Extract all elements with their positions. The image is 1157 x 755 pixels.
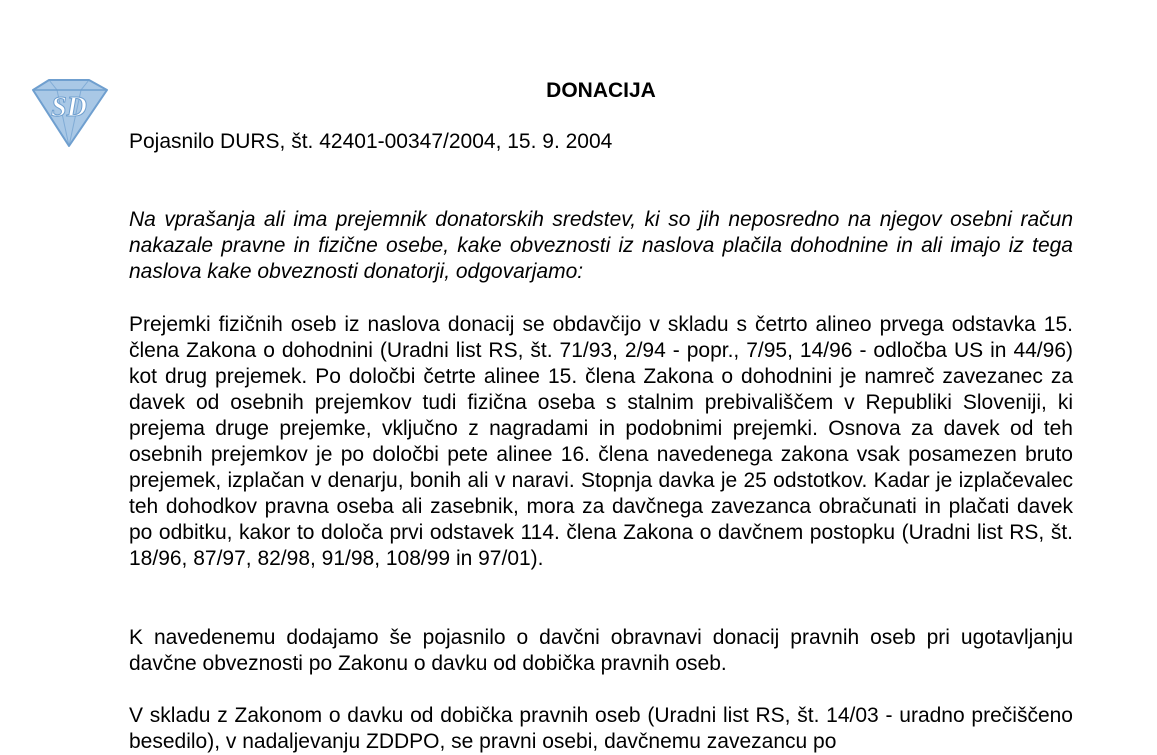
question-paragraph: Na vprašanja ali ima prejemnik donatorskih sredstev, ki so jih neposredno na njegov osebni račun nakazale pravne in fizične osebe, kake obveznosti iz naslova plačila dohodnine in ali imajo iz tega naslova kake obveznosti donatorji, odgovarjamo: — [129, 208, 1073, 283]
addition-paragraph: K navedenemu dodajamo še pojasnilo o davčni obravnavi donacij pravnih oseb pri ugotavljanju davčne obveznosti po Zakonu o davku od dobička pravnih oseb. — [129, 626, 1073, 675]
law-paragraph: V skladu z Zakonom o davku od dobička pravnih oseb (Uradni list RS, št. 14/03 - uradno prečiščeno besedilo), v nadaljevanju ZDDPO, se pravni osebi, davčnemu zavezancu po — [129, 704, 1073, 753]
answer-paragraph: Prejemki fizičnih oseb iz naslova donacij se obdavčijo v skladu s četrto alineo prvega odstavka 15. člena Zakona o dohodnini (Uradni list RS, št. 71/93, 2/94 - popr., 7/95, 14/96 - odločba US in 44/96) kot drug prejemek. Po določbi četrte alinee 15. člena Zakona o dohodnini je namreč zavezanec za davek od osebnih prejemkov tudi fizična oseba s stalnim prebivališčem v Republiki Sloveniji, ki prejema druge prejemke, vključno z nagradami in podobnimi prejemki. Osnova za davek od teh osebnih prejemkov je po določbi pete alinee 16. člena navedenega zakona vsak posamezen bruto prejemek, izplačan v denarju, bonih ali v naravi. Stopnja davka je 25 odstotkov. Kadar je izplačevalec teh dohodkov pravna oseba ali zasebnik, mora za davčnega zavezanca obračunati in plačati davek po odbitku, kakor to določa prvi odstavek 114. člena Zakona o davčnem postopku (Uradni list RS, št. 18/96, 87/97, 82/98, 91/98, 108/99 in 97/01). — [129, 313, 1073, 570]
document-subtitle: Pojasnilo DURS, št. 42401-00347/2004, 15. 9. 2004 — [129, 130, 613, 153]
document-title: DONACIJA — [546, 79, 656, 102]
logo-letters: SD — [51, 92, 87, 123]
